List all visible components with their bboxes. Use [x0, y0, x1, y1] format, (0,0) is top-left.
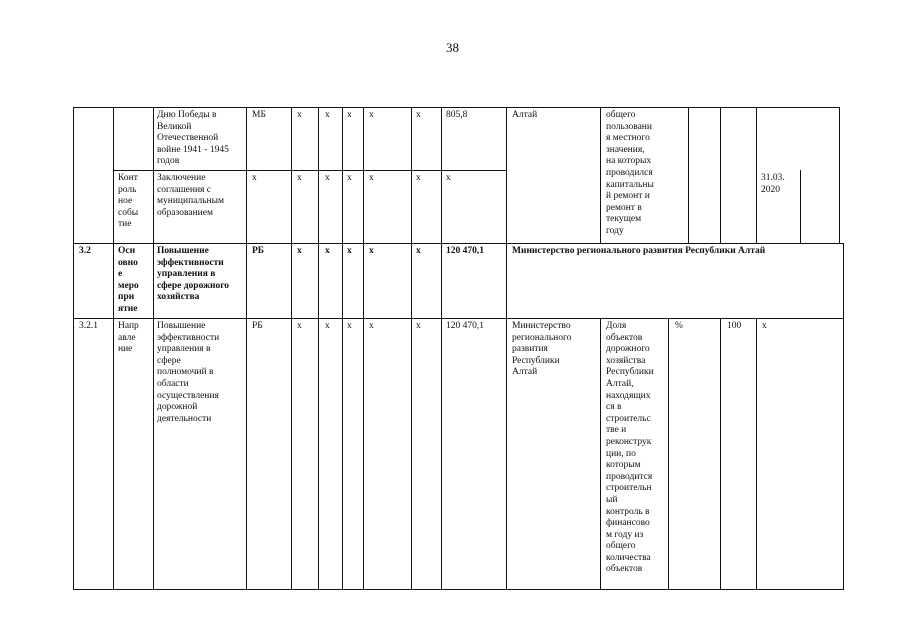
x-cell: х: [347, 321, 352, 331]
amount-cell: 120 470,1: [446, 321, 484, 331]
x-cell: х: [369, 173, 374, 183]
funding-source-cell: РБ: [252, 246, 265, 256]
x-cell: х: [325, 173, 330, 183]
x-cell: х: [762, 321, 767, 331]
date-cell: 31.03. 2020: [761, 173, 785, 195]
x-cell: х: [369, 246, 374, 256]
event-type-cell: Напр авле ние: [118, 321, 139, 355]
funding-source-cell: х: [252, 173, 257, 183]
x-cell: х: [347, 173, 352, 183]
event-name-cell: Повышение эффективности управления в сфере полномочий в области осуществления дорожной деятельности: [157, 321, 220, 424]
x-cell: х: [325, 321, 330, 331]
event-type-cell: Осн овно е меро при ятие: [118, 246, 139, 314]
row-number-cell: 3.2: [79, 246, 91, 256]
x-cell: х: [297, 321, 302, 331]
unit-cell: %: [675, 321, 683, 331]
x-cell: х: [325, 246, 330, 256]
event-name-cell: Дню Победы в Великой Отечественной войне 1941 - 1945 годов: [157, 110, 229, 167]
event-name-cell: Повышение эффективности управления в сфере дорожного хозяйства: [157, 246, 230, 303]
funding-source-cell: РБ: [252, 321, 263, 331]
amount-cell: 120 470,1: [446, 246, 484, 256]
value-cell: 100: [727, 321, 742, 331]
x-cell: х: [297, 110, 302, 120]
amount-cell: х: [446, 173, 451, 183]
executor-cell: Министерство регионального развития Республики Алтай: [512, 246, 766, 256]
x-cell: х: [416, 246, 421, 256]
x-cell: х: [416, 321, 421, 331]
x-cell: х: [297, 173, 302, 183]
event-name-cell: Заключение соглашения с муниципальным образованием: [157, 173, 225, 218]
x-cell: х: [369, 321, 374, 331]
row-number-cell: 3.2.1: [79, 321, 98, 331]
event-type-cell: Конт роль ное собы тие: [118, 173, 139, 230]
amount-cell: 805,8: [446, 110, 468, 120]
x-cell: х: [297, 246, 302, 256]
page-number: 38: [446, 40, 459, 55]
x-cell: х: [347, 110, 352, 120]
x-cell: х: [325, 110, 330, 120]
executor-cell: Министерство регионального развития Республики Алтай: [512, 321, 572, 378]
indicator-cell: Доля объектов дорожного хозяйства Республики Алтай, находящих ся в строительс тве и реконструк ции, по которым проводится строительн ый контроль в финансово м году из общего количества объектов: [606, 321, 654, 575]
x-cell: х: [416, 173, 421, 183]
x-cell: х: [369, 110, 374, 120]
executor-cell: Алтай: [512, 110, 538, 120]
x-cell: х: [416, 110, 421, 120]
x-cell: х: [347, 246, 352, 256]
funding-source-cell: МБ: [252, 110, 266, 120]
indicator-cell: общего пользовани я местного значения, на которых проводился капитальны й ремонт и ремонт в текущем году: [606, 110, 654, 236]
